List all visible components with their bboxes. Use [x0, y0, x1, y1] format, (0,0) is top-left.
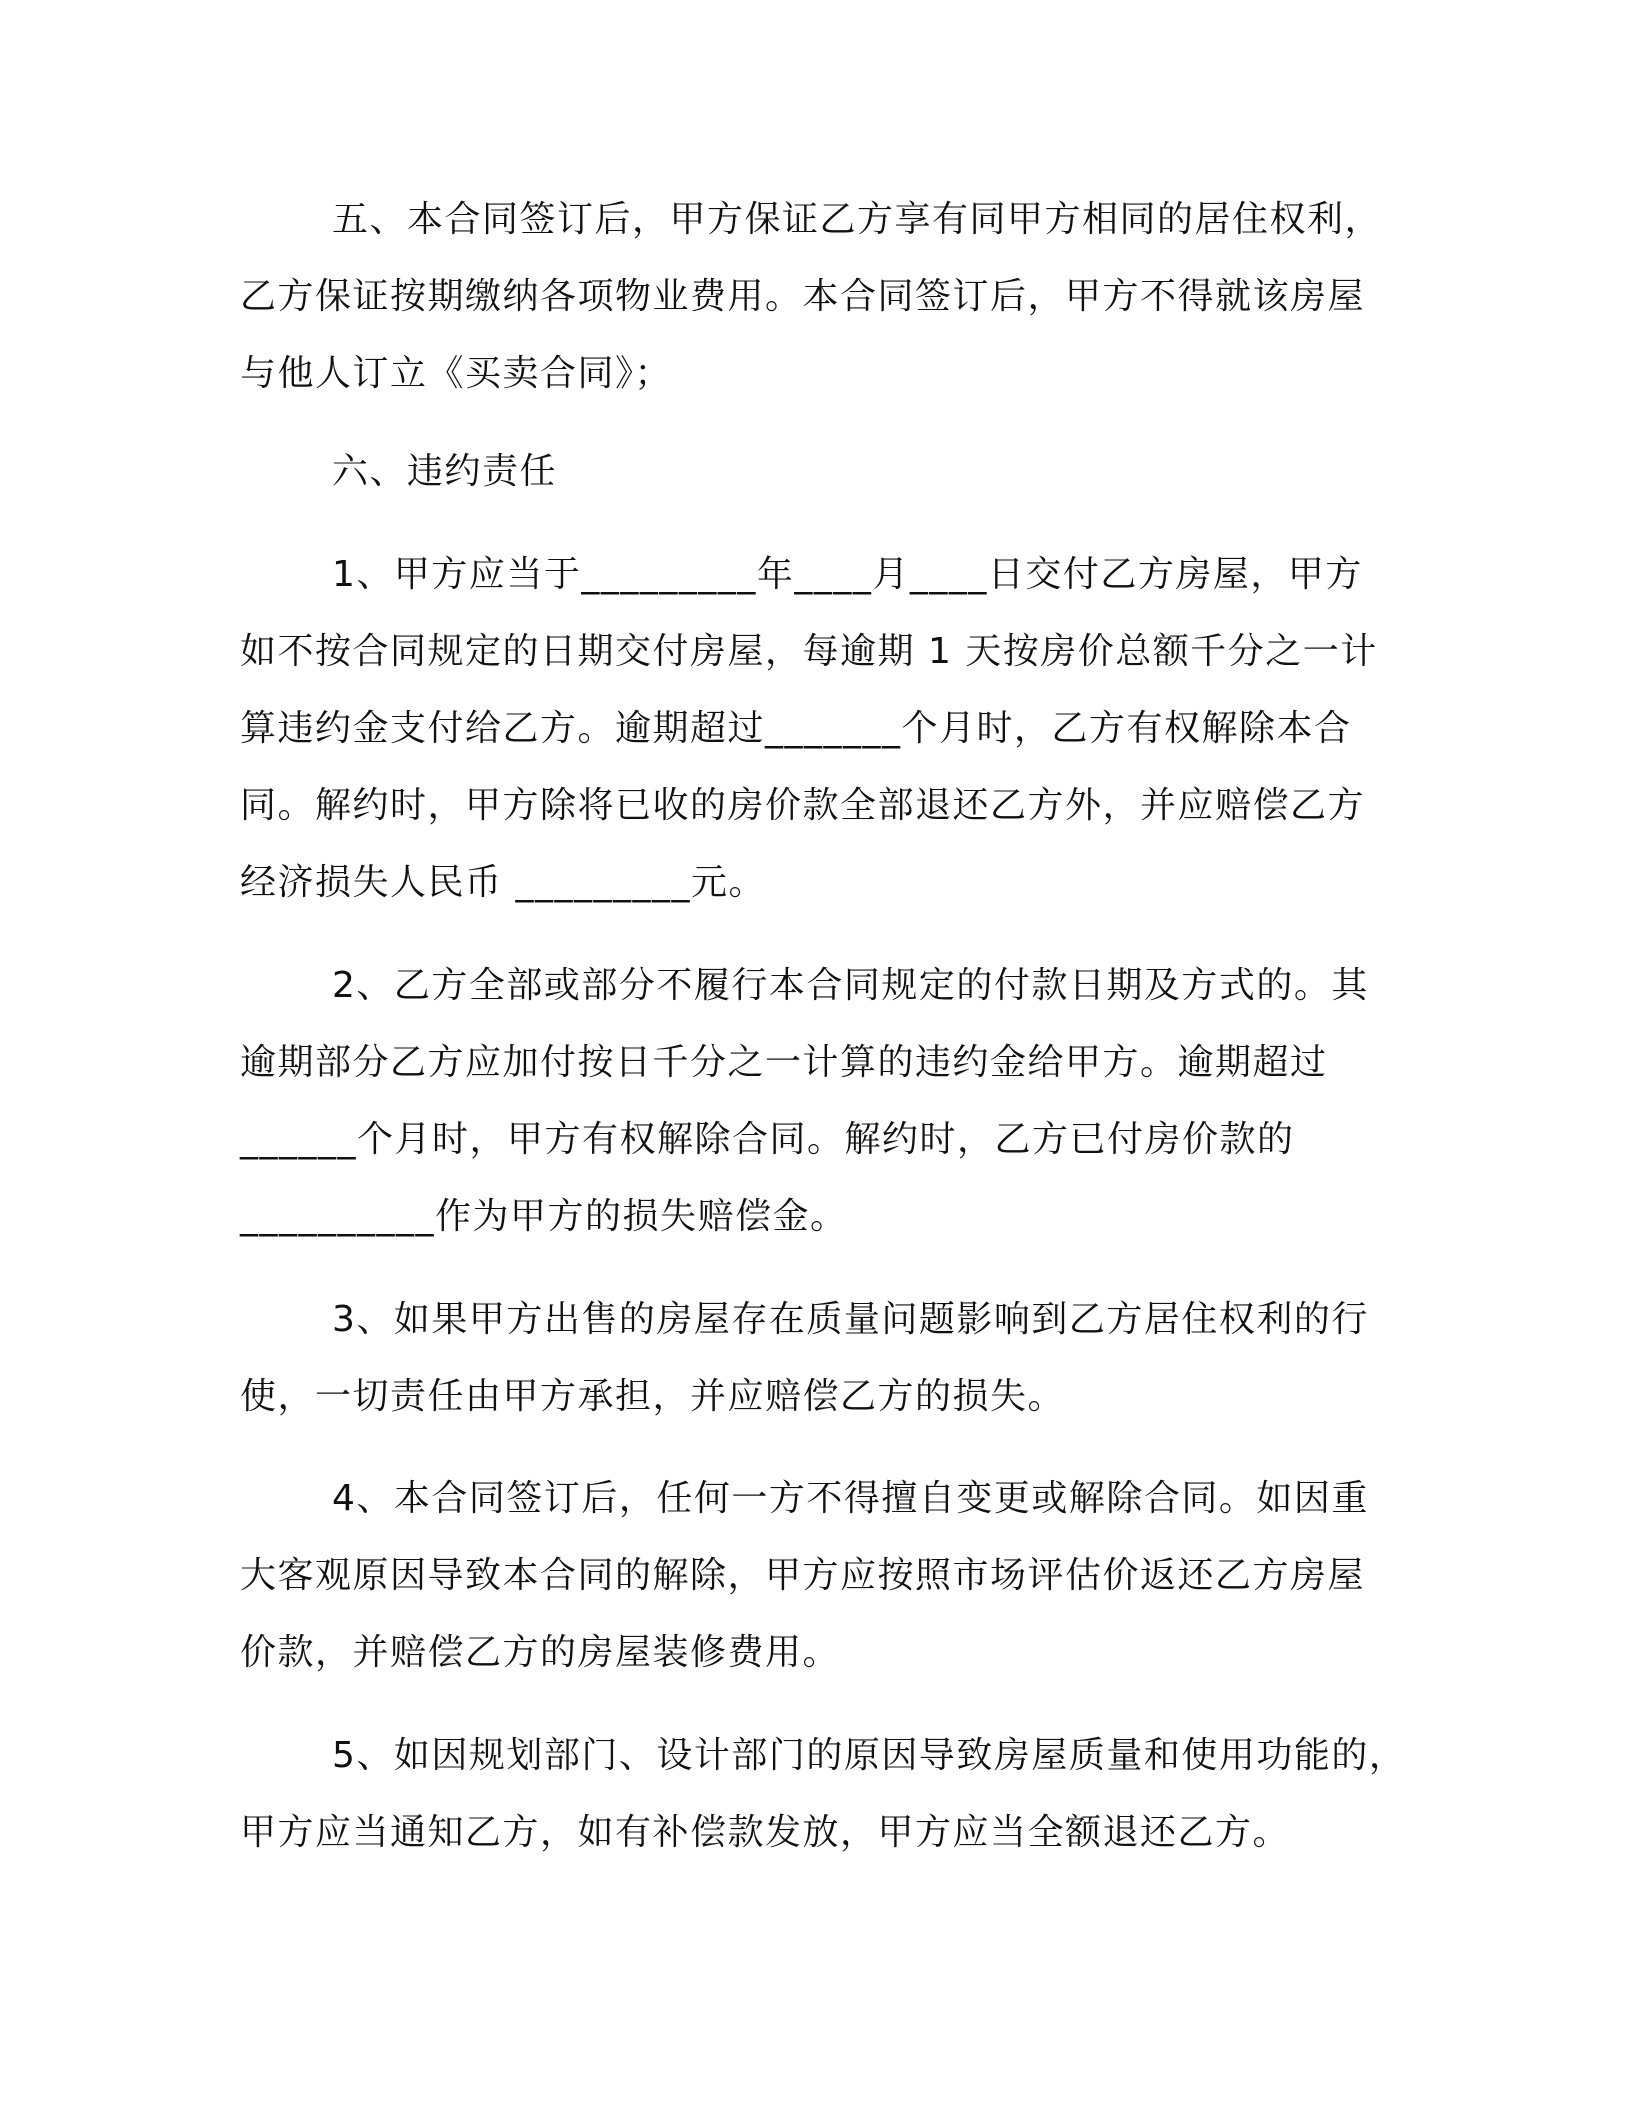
- paragraph-item-3: [240, 1281, 1390, 1435]
- text-line: 2、乙方全部或部分不履行本合同规定的付款日期及方式的。其: [332, 965, 1369, 1006]
- text-line: 价款，并赔偿乙方的房屋装修费用。: [240, 1632, 841, 1673]
- text-line: 乙方保证按期缴纳各项物业费用。本合同签订后，甲方不得就该房屋: [240, 276, 1366, 317]
- text-line: 如不按合同规定的日期交付房屋，每逾期 1 天按房价总额千分之一计: [240, 631, 1378, 672]
- text-line: 五、本合同签订后，甲方保证乙方享有同甲方相同的居住权利，: [332, 199, 1383, 240]
- text-line: 与他人订立《买卖合同》；: [240, 353, 673, 394]
- text-line: __________作为甲方的损失赔偿金。: [240, 1196, 848, 1237]
- text-line: 六、违约责任: [332, 451, 558, 492]
- text-line: 大客观原因导致本合同的解除，甲方应按照市场评估价返还乙方房屋: [240, 1555, 1366, 1596]
- text-line: 5、如因规划部门、设计部门的原因导致房屋质量和使用功能的，: [332, 1735, 1407, 1776]
- paragraph-item-5: [240, 1717, 1407, 1871]
- text-line: 使，一切责任由甲方承担，并应赔偿乙方的损失。: [240, 1376, 1066, 1417]
- paragraph-item-1: [240, 536, 1390, 921]
- section-heading-breach-liability: [240, 433, 1390, 510]
- text-line: 3、如果甲方出售的房屋存在质量问题影响到乙方居住权利的行: [332, 1299, 1369, 1340]
- text-line: 4、本合同签订后，任何一方不得擅自变更或解除合同。如因重: [332, 1478, 1369, 1519]
- text-line: 甲方应当通知乙方，如有补偿款发放，甲方应当全额退还乙方。: [240, 1812, 1291, 1853]
- text-line: ______个月时，甲方有权解除合同。解约时，乙方已付房价款的: [240, 1119, 1295, 1160]
- text-line: 同。解约时，甲方除将已收的房价款全部退还乙方外，并应赔偿乙方: [240, 785, 1366, 826]
- text-line: 逾期部分乙方应加付按日千分之一计算的违约金给甲方。逾期超过: [240, 1042, 1328, 1083]
- paragraph-item-2: [240, 947, 1390, 1255]
- text-line: 经济损失人民币 _________元。: [240, 862, 766, 903]
- text-line: 1、甲方应当于_________年____月____日交付乙方房屋，甲方: [332, 554, 1363, 595]
- paragraph-clause-5: [240, 181, 1390, 412]
- paragraph-item-4: [240, 1460, 1390, 1691]
- text-line: 算违约金支付给乙方。逾期超过_______个月时，乙方有权解除本合: [240, 708, 1352, 749]
